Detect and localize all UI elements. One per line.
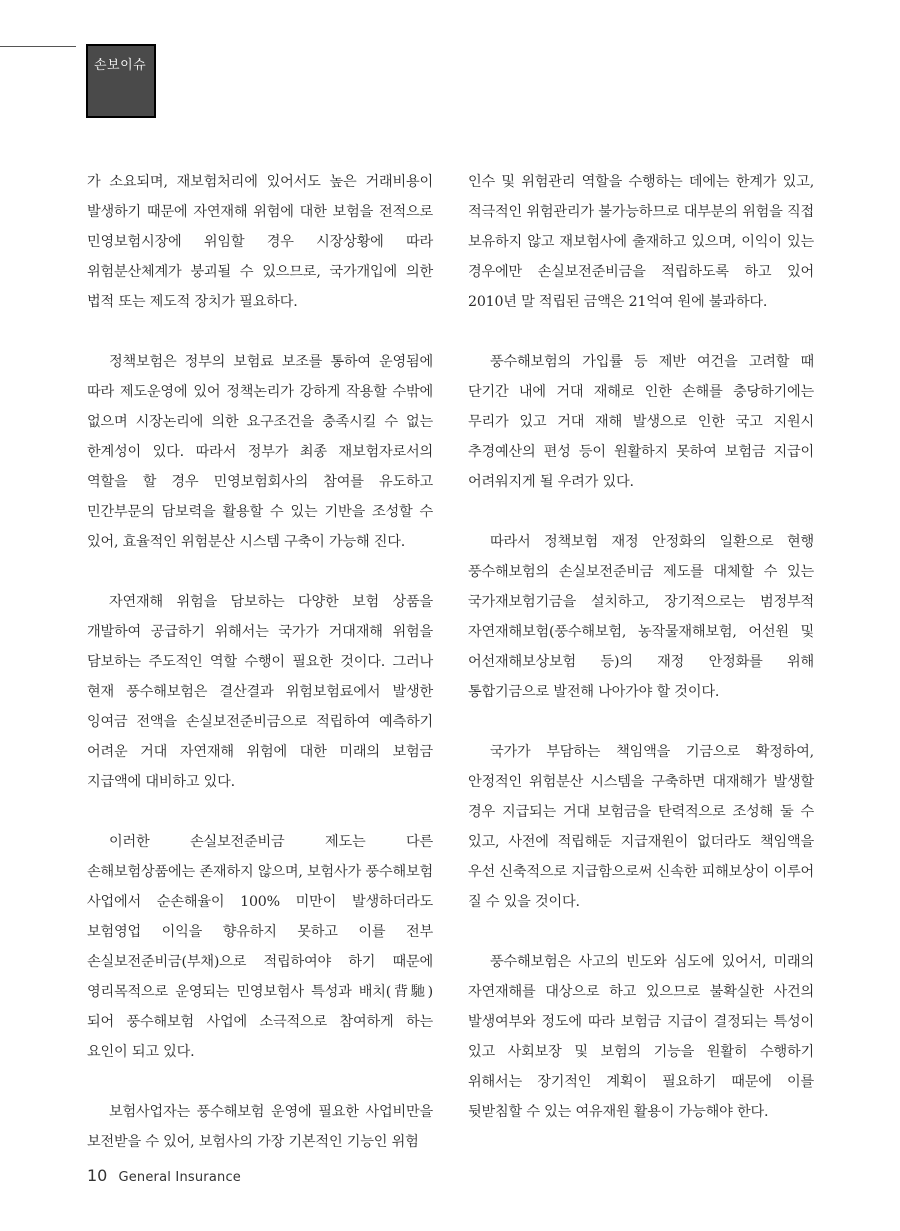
- left-column: [87, 167, 433, 1157]
- page-footer: [87, 1166, 241, 1185]
- paragraph: 정책보험은 정부의 보험료 보조를 통하여 운영됨에 따라 제도운영에 있어 정책논리가 강하게 작용할 수밖에 없으며 시장논리에 의한 요구조건을 충족시킬 수 없는 한계성이 있다. 따라서 정부가 최종 재보험자로서의 역할을 할 경우 민영보험회사의 참여를 유도하고 민간부문의 담보력을 활용할 수 있는 기반을 조성할 수 있어, 효율적인 위험분산 시스템 구축이 가능해 진다.: [87, 354, 433, 550]
- right-column: [468, 167, 814, 1127]
- paragraph: 자연재해 위험을 담보하는 다양한 보험 상품을 개발하여 공급하기 위해서는 국가가 거대재해 위험을 담보하는 주도적인 역할 수행이 필요한 것이다. 그러나 현재 풍수해보험은 결산결과 위험보험료에서 발생한 잉여금 전액을 손실보전준비금으로 적립하여 예측하기 어려운 거대 자연재해 위험에 대한 미래의 보험금 지급액에 대비하고 있다.: [87, 594, 433, 790]
- paragraph: 국가가 부담하는 책임액을 기금으로 확정하여, 안정적인 위험분산 시스템을 구축하면 대재해가 발생할 경우 지급되는 거대 보험금을 탄력적으로 조성해 둘 수 있고, 사전에 적립해둔 지급재원이 없더라도 책임액을 우선 신축적으로 지급함으로써 신속한 피해보상이 이루어 질 수 있을 것이다.: [468, 744, 814, 910]
- paragraph: 가 소요되며, 재보험처리에 있어서도 높은 거래비용이 발생하기 때문에 자연재해 위험에 대한 보험을 전적으로 민영보험시장에 위임할 경우 시장상황에 따라 위험분산체계가 붕괴될 수 있으므로, 국가개입에 의한 법적 또는 제도적 장치가 필요하다.: [87, 174, 433, 310]
- top-rule: [0, 46, 76, 47]
- paragraph: 보험사업자는 풍수해보험 운영에 필요한 사업비만을 보전받을 수 있어, 보험사의 가장 기본적인 기능인 위험: [87, 1104, 433, 1150]
- paragraph: 풍수해보험의 가입률 등 제반 여건을 고려할 때 단기간 내에 거대 재해로 인한 손해를 충당하기에는 무리가 있고 거대 재해 발생으로 인한 국고 지원시 추경예산의 편성 등이 원활하지 못하여 보험금 지급이 어려워지게 될 우려가 있다.: [468, 354, 814, 490]
- section-tag-label: 손보이슈: [94, 58, 147, 73]
- paragraph: 따라서 정책보험 재정 안정화의 일환으로 현행 풍수해보험의 손실보전준비금 제도를 대체할 수 있는 국가재보험기금을 설치하고, 장기적으로는 범정부적 자연재해보험(풍수해보험, 농작물재해보험, 어선원 및 어선재해보상보험 등)의 재정 안정화를 위해 통합기금으로 발전해 나아가야 할 것이다.: [468, 534, 814, 700]
- paragraph: 풍수해보험은 사고의 빈도와 심도에 있어서, 미래의 자연재해를 대상으로 하고 있으므로 불확실한 사건의 발생여부와 정도에 따라 보험금 지급이 결정되는 특성이 있고 사회보장 및 보험의 기능을 원활히 수행하기 위해서는 장기적인 계획이 필요하기 때문에 이를 뒷받침할 수 있는 여유재원 활용이 가능해야 한다.: [468, 954, 814, 1120]
- paragraph: 인수 및 위험관리 역할을 수행하는 데에는 한계가 있고, 적극적인 위험관리가 불가능하므로 대부분의 위험을 직접 보유하지 않고 재보험사에 출재하고 있으며, 이익이 있는 경우에만 손실보전준비금을 적립하도록 하고 있어 2010년 말 적립된 금액은 21억여 원에 불과하다.: [468, 174, 814, 310]
- page-number: 10: [87, 1166, 108, 1185]
- publication-name: General Insurance: [118, 1170, 241, 1185]
- paragraph: 이러한 손실보전준비금 제도는 다른 손해보험상품에는 존재하지 않으며, 보험사가 풍수해보험 사업에서 순손해율이 100% 미만이 발생하더라도 보험영업 이익을 향유하지 못하고 이를 전부 손실보전준비금(부채)으로 적립하여야 하기 때문에 영리목적으로 운영되는 민영보험사 특성과 배치(背馳)되어 풍수해보험 사업에 소극적으로 참여하게 하는 요인이 되고 있다.: [87, 834, 433, 1060]
- section-tag: [86, 44, 156, 118]
